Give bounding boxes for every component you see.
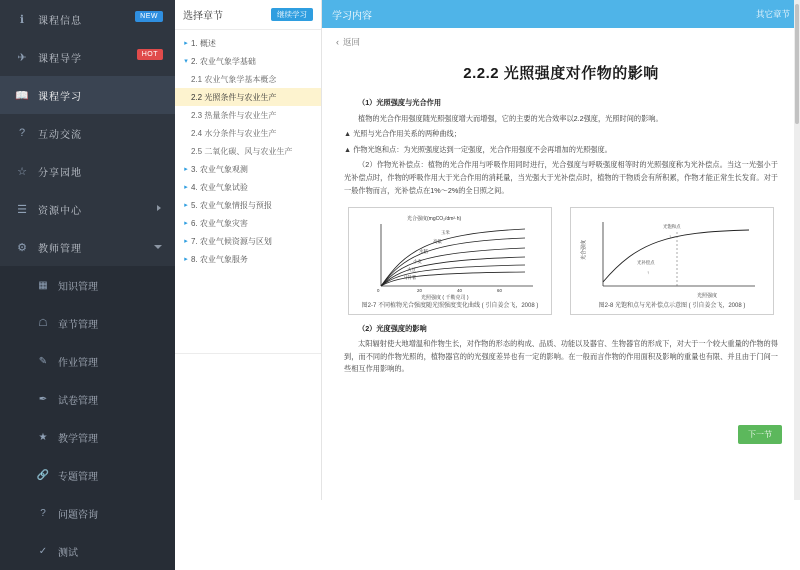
sidebar-subitem-label: 问题咨询	[58, 509, 98, 521]
sidebar-item-course-study[interactable]	[0, 76, 175, 114]
other-chapters-button[interactable]: 其它章节	[755, 9, 790, 19]
sidebar-subitem-exam-admin[interactable]	[0, 380, 175, 418]
sidebar-item-resource-center[interactable]	[0, 190, 175, 228]
chevron-down-icon: ▾	[184, 58, 188, 65]
sidebar-subitem-label: 测试	[58, 547, 78, 559]
legend-item: 马铃薯	[403, 275, 417, 281]
rocket-icon: ✈	[17, 51, 27, 64]
chevron-right-icon: ▸	[184, 166, 188, 173]
chart-svg	[577, 212, 767, 300]
document-view	[322, 28, 800, 500]
sidebar-item-course-guide[interactable]	[0, 38, 175, 76]
tree-item-label: 1. 概述	[191, 38, 216, 48]
tree-icon: ☖	[38, 317, 48, 329]
svg-text:↑: ↑	[647, 270, 650, 276]
tree-item-label: 3. 农业气象观测	[191, 164, 248, 174]
page-scrollbar-thumb[interactable]	[795, 4, 799, 124]
sidebar-item-sharing[interactable]	[0, 152, 175, 190]
content-area	[322, 0, 800, 500]
sidebar-subitem-label: 试卷管理	[58, 395, 98, 407]
tree-item-label: 2.4 水分条件与农业生产	[191, 128, 277, 138]
tree-item-label: 2.3 热量条件与农业生产	[191, 110, 277, 120]
sidebar-item-interaction[interactable]	[0, 114, 175, 152]
tree-item[interactable]	[175, 196, 321, 214]
figure-photosynthesis-curves	[348, 207, 552, 314]
svg-text:0: 0	[377, 288, 380, 294]
sidebar-item-label: 互动交流	[38, 129, 82, 141]
tree-item[interactable]	[175, 178, 321, 196]
paragraph: ▲ 光照与光合作用关系的两种曲线；	[344, 129, 461, 139]
tree-item-label: 6. 农业气象灾害	[191, 218, 248, 228]
tree-item[interactable]	[175, 124, 321, 142]
figure-caption: 图2-7 不同植物光合强度随光照强度变化曲线 ( 引自姜会飞，2008 )	[361, 303, 539, 310]
tree-item-label: 5. 农业气象情报与预报	[191, 200, 272, 210]
tree-item-selected[interactable]	[175, 88, 321, 106]
chevron-right-icon	[157, 205, 161, 211]
sidebar-badge-hot: HOT	[137, 49, 163, 60]
chevron-right-icon: ▸	[184, 220, 188, 227]
chevron-right-icon: ▸	[184, 184, 188, 191]
link-icon: 🔗	[36, 469, 50, 481]
chevron-right-icon: ▸	[184, 238, 188, 245]
legend-item: 水稻	[419, 249, 428, 255]
sidebar-subitem-label: 作业管理	[58, 357, 98, 369]
legend-item: 大豆	[407, 267, 416, 273]
figure-caption: 图2-8 光饱和点与光补偿点示意图 ( 引自姜会飞，2008 )	[598, 303, 746, 310]
chevron-left-icon: ‹	[336, 37, 339, 47]
note-icon: ✎	[38, 355, 48, 367]
content-header	[322, 0, 800, 28]
tree-item-label: 2. 农业气象学基础	[191, 56, 256, 66]
chart-svg	[355, 212, 545, 300]
back-label: 返回	[343, 37, 361, 47]
sidebar-item-label: 课程信息	[38, 15, 82, 27]
cap-icon: ★	[38, 431, 48, 443]
chart-xlabel: 光照强度 ( 千勒克司 )	[421, 295, 469, 302]
tree-item[interactable]	[175, 70, 321, 88]
chat-icon: ?	[18, 127, 26, 139]
tree-item[interactable]	[175, 250, 321, 268]
chapter-panel-header	[175, 0, 321, 30]
tree-item-label: 8. 农业气象服务	[191, 254, 248, 264]
sidebar-item-label: 课程学习	[38, 91, 82, 103]
sidebar-subitem-topic-admin[interactable]	[0, 456, 175, 494]
sidebar-subitem-label: 专题管理	[58, 471, 98, 483]
sidebar	[0, 0, 175, 559]
sidebar-item-course-info[interactable]	[0, 0, 175, 38]
sidebar-subitem-test[interactable]	[0, 532, 175, 570]
tree-item[interactable]	[175, 34, 321, 52]
paragraph: （1）光照强度与光合作用	[358, 98, 442, 107]
figure-group	[348, 207, 774, 314]
next-section-button[interactable]: 下一节	[738, 425, 782, 444]
info-icon: ℹ	[19, 13, 25, 26]
continue-study-button[interactable]: 继续学习	[271, 8, 313, 22]
figure-canvas	[577, 212, 767, 300]
sidebar-subitem-label: 教学管理	[58, 433, 98, 445]
question-icon: ?	[40, 507, 46, 519]
page-scrollbar[interactable]	[794, 0, 800, 500]
chart-ylabel: 光合强度(mgCO₂/dm²·h)	[407, 216, 462, 223]
tree-item-label: 2.2 光照条件与农业生产	[191, 92, 277, 102]
paragraph: 太阳辐射使大地增温和作物生长，对作物的形态的构成、品质、功能以及器官、生物器官的形成下，对大于一个较大重量的作物的得到，而不同的作物光照的，植物器官的的光强度差异也有一定的影响。在一般而言作物的作用面积及影响的重量也有限、并且由于门间一些相互作用影响的。	[344, 339, 778, 374]
chapter-panel	[175, 0, 322, 500]
sidebar-item-label: 分享园地	[38, 167, 82, 179]
book-icon: 📖	[15, 89, 29, 102]
tree-item[interactable]	[175, 214, 321, 232]
check-icon: ✓	[38, 545, 48, 557]
svg-text:40: 40	[457, 288, 462, 294]
paragraph: ▲ 作物光饱和点：为光照强度达到一定强度，光合作用强度不会再增加的光照强度。	[344, 144, 612, 154]
paragraph: （2）作物光补偿点：植物的光合作用与呼吸作用同时进行，光合强度与呼吸强度相等时的光照强度称为光补偿点。当这一光强小于光补偿点时，作物的呼吸作用大于光合作用的消耗量，当光强大于光补偿点时，植物的干物质会有所积累，作物才能正常生长发育。对于一般作物而言，光补偿点在1%～2%的全日照之间。	[344, 160, 778, 195]
panel-divider	[175, 353, 321, 354]
figure-light-saturation	[570, 207, 774, 314]
tree-item-label: 2.5 二氧化碳、风与农业生产	[191, 146, 293, 156]
tree-item-label: 7. 农业气候资源与区划	[191, 236, 272, 246]
tree-item[interactable]	[175, 106, 321, 124]
sidebar-item-teacher-admin[interactable]	[0, 228, 175, 266]
content-title: 学习内容	[332, 10, 372, 22]
sidebar-subitem-label: 章节管理	[58, 319, 98, 331]
sidebar-subitem-homework-admin[interactable]	[0, 342, 175, 380]
svg-text:60: 60	[497, 288, 502, 294]
pen-icon: ✒	[38, 393, 48, 405]
back-button[interactable]	[322, 28, 800, 50]
annotation: 光补偿点	[637, 260, 655, 266]
document-body	[322, 97, 800, 376]
chevron-right-icon: ▸	[184, 256, 188, 263]
tree-item[interactable]	[175, 142, 321, 160]
tree-item[interactable]	[175, 160, 321, 178]
sidebar-subitem-knowledge-admin[interactable]	[0, 266, 175, 304]
sidebar-item-label: 课程导学	[38, 53, 82, 65]
sidebar-subitem-teaching-admin[interactable]	[0, 418, 175, 456]
tree-item-label: 2.1 农业气象学基本概念	[191, 74, 277, 84]
gear-icon: ⚙	[17, 241, 27, 254]
chevron-right-icon: ▸	[184, 40, 188, 47]
sidebar-item-label: 资源中心	[38, 205, 82, 217]
chevron-right-icon: ▸	[184, 202, 188, 209]
chevron-down-icon	[154, 245, 162, 249]
sidebar-subitem-chapter-admin[interactable]	[0, 304, 175, 342]
legend-item: 小麦	[413, 259, 422, 265]
tree-item-label: 4. 农业气象试验	[191, 182, 248, 192]
tree-item[interactable]	[175, 232, 321, 250]
sidebar-item-label: 教师管理	[38, 243, 82, 255]
legend-item: 高粱	[433, 239, 442, 245]
chart-ylabel: 光合强度	[581, 240, 587, 261]
sidebar-badge-new: NEW	[135, 11, 163, 22]
chapter-tree	[175, 30, 321, 500]
tree-item[interactable]	[175, 52, 321, 70]
share-icon: ☆	[17, 165, 27, 178]
paragraph: 植物的光合作用强度随光照强度增大而增强，它的主要的光合效率以2.2强度，光照时间的影响。	[358, 113, 663, 123]
svg-text:20: 20	[417, 288, 422, 294]
chart-xlabel: 光照强度	[697, 293, 718, 300]
annotation: 光饱和点	[663, 224, 681, 230]
svg-text:↑: ↑	[669, 234, 672, 240]
chapter-panel-title: 选择章节	[183, 11, 223, 22]
paragraph: （2）光度强度的影响	[358, 323, 427, 333]
page-title: 2.2.2 光照强度对作物的影响	[463, 65, 659, 82]
grid-icon: ▦	[38, 279, 48, 291]
sidebar-subitem-question-consult[interactable]	[0, 494, 175, 532]
folder-icon: ☰	[17, 203, 27, 216]
figure-canvas	[355, 212, 545, 300]
legend-item: 玉米	[441, 230, 450, 236]
sidebar-subitem-label: 知识管理	[58, 281, 98, 293]
